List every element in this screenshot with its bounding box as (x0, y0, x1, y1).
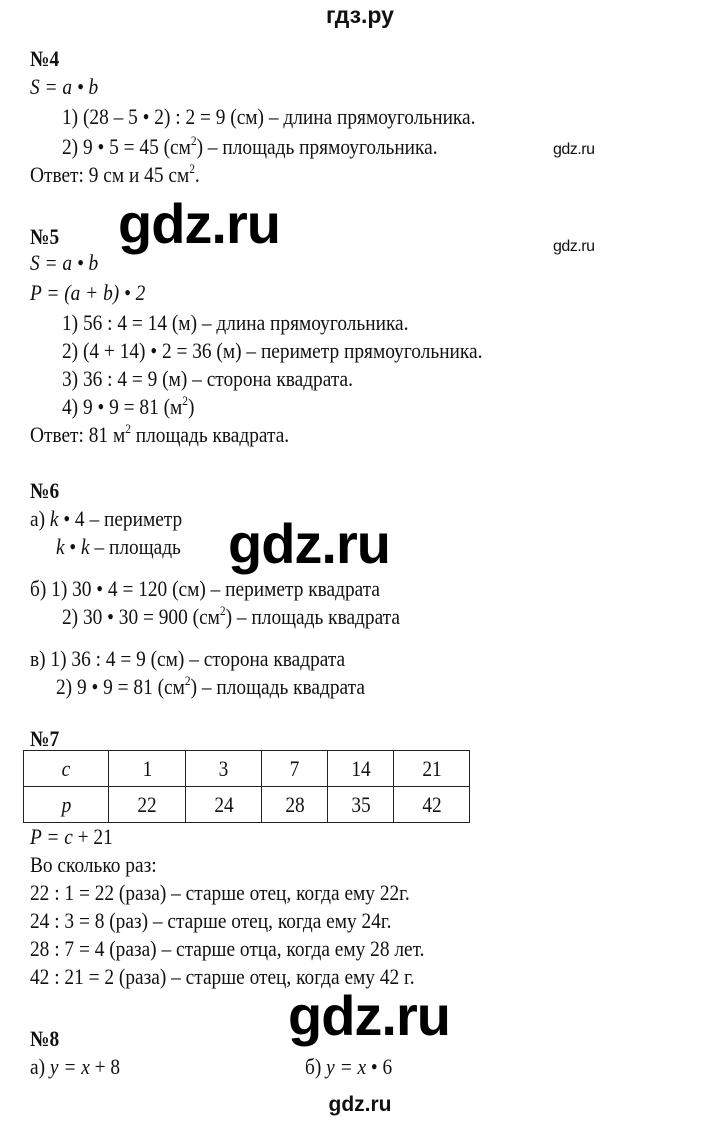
table-cell: 3 (186, 751, 262, 787)
footer-watermark: gdz.ru (328, 1093, 392, 1116)
table-cell: 22 (109, 787, 186, 823)
task-5-number: №5 (30, 224, 60, 249)
table-row-c (24, 751, 470, 787)
task-7-formula: P = c + 21 (30, 824, 113, 849)
task-5-step-2: 2) (4 + 14) • 2 = 36 (м) – периметр прямоугольника. (62, 338, 483, 363)
task-4-step-1: 1) (28 – 5 • 2) : 2 = 9 (см) – длина прямоугольника. (62, 104, 476, 129)
task-5-step-4: 4) 9 • 9 = 81 $(м^2)$ (62, 393, 195, 419)
watermark-small: gdz.ru (553, 238, 595, 255)
table-cell: 35 (328, 787, 394, 823)
task-5-step-3: 3) 36 : 4 = 9 (м) – сторона квадрата. (62, 366, 353, 391)
task-8-a: а) y = x + 8 (30, 1054, 121, 1079)
task-8-number: №8 (30, 1026, 60, 1051)
task-4-number: №4 (30, 46, 60, 71)
task-7-line-1: 22 : 1 = 22 (раза) – старше отец, когда ему 22г. (30, 880, 410, 905)
table-cell: 7 (262, 751, 328, 787)
table-cell: 21 (394, 751, 470, 787)
task-5-formula-p: P = (a + b) • 2 (30, 280, 146, 305)
task-5-step-1: 1) 56 : 4 = 14 (м) – длина прямоугольника. (62, 310, 409, 335)
task-7-question: Во сколько раз: (30, 852, 157, 877)
table-row-label: c (24, 751, 109, 787)
task-6-b-2: 2) 30 • 30 = 900 $(см^2)$ – площадь квадрата (62, 603, 400, 629)
task-7-table (23, 750, 470, 823)
task-6-a-2: k • k – площадь (56, 534, 181, 559)
task-4-answer: Ответ: 9 см и 45 $см^2$. (30, 161, 200, 187)
task-6-b-1: б) 1) 30 • 4 = 120 (см) – периметр квадрата (30, 576, 381, 601)
header-watermark: гдз.ру (326, 2, 394, 28)
table-cell: 42 (394, 787, 470, 823)
task-7-number: №7 (30, 726, 60, 751)
task-8-b: б) y = x • 6 (305, 1054, 393, 1079)
watermark-small: gdz.ru (553, 141, 595, 158)
table-cell: 1 (109, 751, 186, 787)
table-cell: 14 (328, 751, 394, 787)
table-row-p (24, 787, 470, 823)
watermark-big: gdz.ru (288, 984, 450, 1047)
task-4-formula: S = a • b (30, 74, 99, 99)
task-5-formula-s: S = a • b (30, 250, 99, 275)
task-7-line-3: 28 : 7 = 4 (раза) – старше отца, когда ему 28 лет. (30, 936, 425, 961)
watermark-big: gdz.ru (228, 512, 390, 575)
task-7-line-4: 42 : 21 = 2 (раза) – старше отец, когда ему 42 г. (30, 964, 415, 989)
table-row-label: p (24, 787, 109, 823)
table-cell: 24 (186, 787, 262, 823)
watermark-big: gdz.ru (118, 192, 280, 255)
task-7-line-2: 24 : 3 = 8 (раз) – старше отец, когда ему 24г. (30, 908, 392, 933)
task-6-c-2: 2) 9 • 9 = 81 $(см^2)$ – площадь квадрата (56, 673, 365, 699)
task-6-number: №6 (30, 478, 60, 503)
task-6-a-1: а) k • 4 – периметр (30, 506, 183, 531)
table-cell: 28 (262, 787, 328, 823)
task-4-step-2: 2) 9 • 5 = 45 $(см^2)$ – площадь прямоугольника. (62, 133, 438, 159)
task-5-answer: Ответ: 81 $м^2$ площадь квадрата. (30, 421, 290, 447)
task-6-c-1: в) 1) 36 : 4 = 9 (см) – сторона квадрата (30, 646, 346, 671)
